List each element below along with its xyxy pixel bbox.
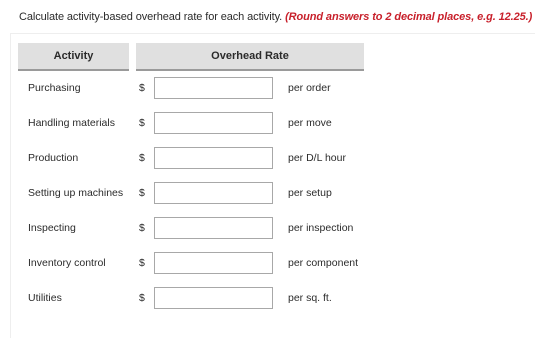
instruction-text [19, 11, 532, 23]
table-row [0, 252, 535, 274]
instruction-main: Calculate activity-based overhead rate for each activity. [19, 11, 283, 23]
activity-label: Inspecting [28, 222, 76, 234]
rate-input-box [154, 112, 273, 134]
dollar-sign: $ [139, 187, 145, 199]
overhead-rate-column-header: Overhead Rate [136, 43, 364, 71]
inspecting-rate-input[interactable] [157, 219, 270, 237]
table-row [0, 147, 535, 169]
activity-label: Setting up machines [28, 187, 124, 199]
activity-label: Production [28, 152, 79, 164]
table-row [0, 287, 535, 309]
inventory-control-rate-input[interactable] [157, 254, 270, 272]
table-row [0, 112, 535, 134]
unit-label: per order [288, 82, 331, 94]
activity-label: Purchasing [28, 82, 81, 94]
production-rate-input[interactable] [157, 149, 270, 167]
table-row [0, 217, 535, 239]
unit-label: per setup [288, 187, 332, 199]
rate-input-box [154, 252, 273, 274]
setting-up-machines-rate-input[interactable] [157, 184, 270, 202]
rate-input-box [154, 217, 273, 239]
dollar-sign: $ [139, 292, 145, 304]
activity-label: Handling materials [28, 117, 115, 129]
activity-column-header: Activity [18, 43, 129, 71]
activity-label: Utilities [28, 292, 62, 304]
dollar-sign: $ [139, 152, 145, 164]
unit-label: per D/L hour [288, 152, 346, 164]
activity-label: Inventory control [28, 257, 106, 269]
dollar-sign: $ [139, 117, 145, 129]
handling-materials-rate-input[interactable] [157, 114, 270, 132]
table-row [0, 182, 535, 204]
dollar-sign: $ [139, 82, 145, 94]
unit-label: per move [288, 117, 332, 129]
rate-input-box [154, 147, 273, 169]
purchasing-rate-input[interactable] [157, 79, 270, 97]
rate-input-box [154, 182, 273, 204]
unit-label: per component [288, 257, 359, 269]
table-row [0, 77, 535, 99]
rounding-note: (Round answers to 2 decimal places, e.g. 12.25.) [285, 11, 533, 23]
unit-label: per inspection [288, 222, 354, 234]
dollar-sign: $ [139, 257, 145, 269]
utilities-rate-input[interactable] [157, 289, 270, 307]
unit-label: per sq. ft. [288, 292, 332, 304]
dollar-sign: $ [139, 222, 145, 234]
rate-input-box [154, 77, 273, 99]
rate-input-box [154, 287, 273, 309]
